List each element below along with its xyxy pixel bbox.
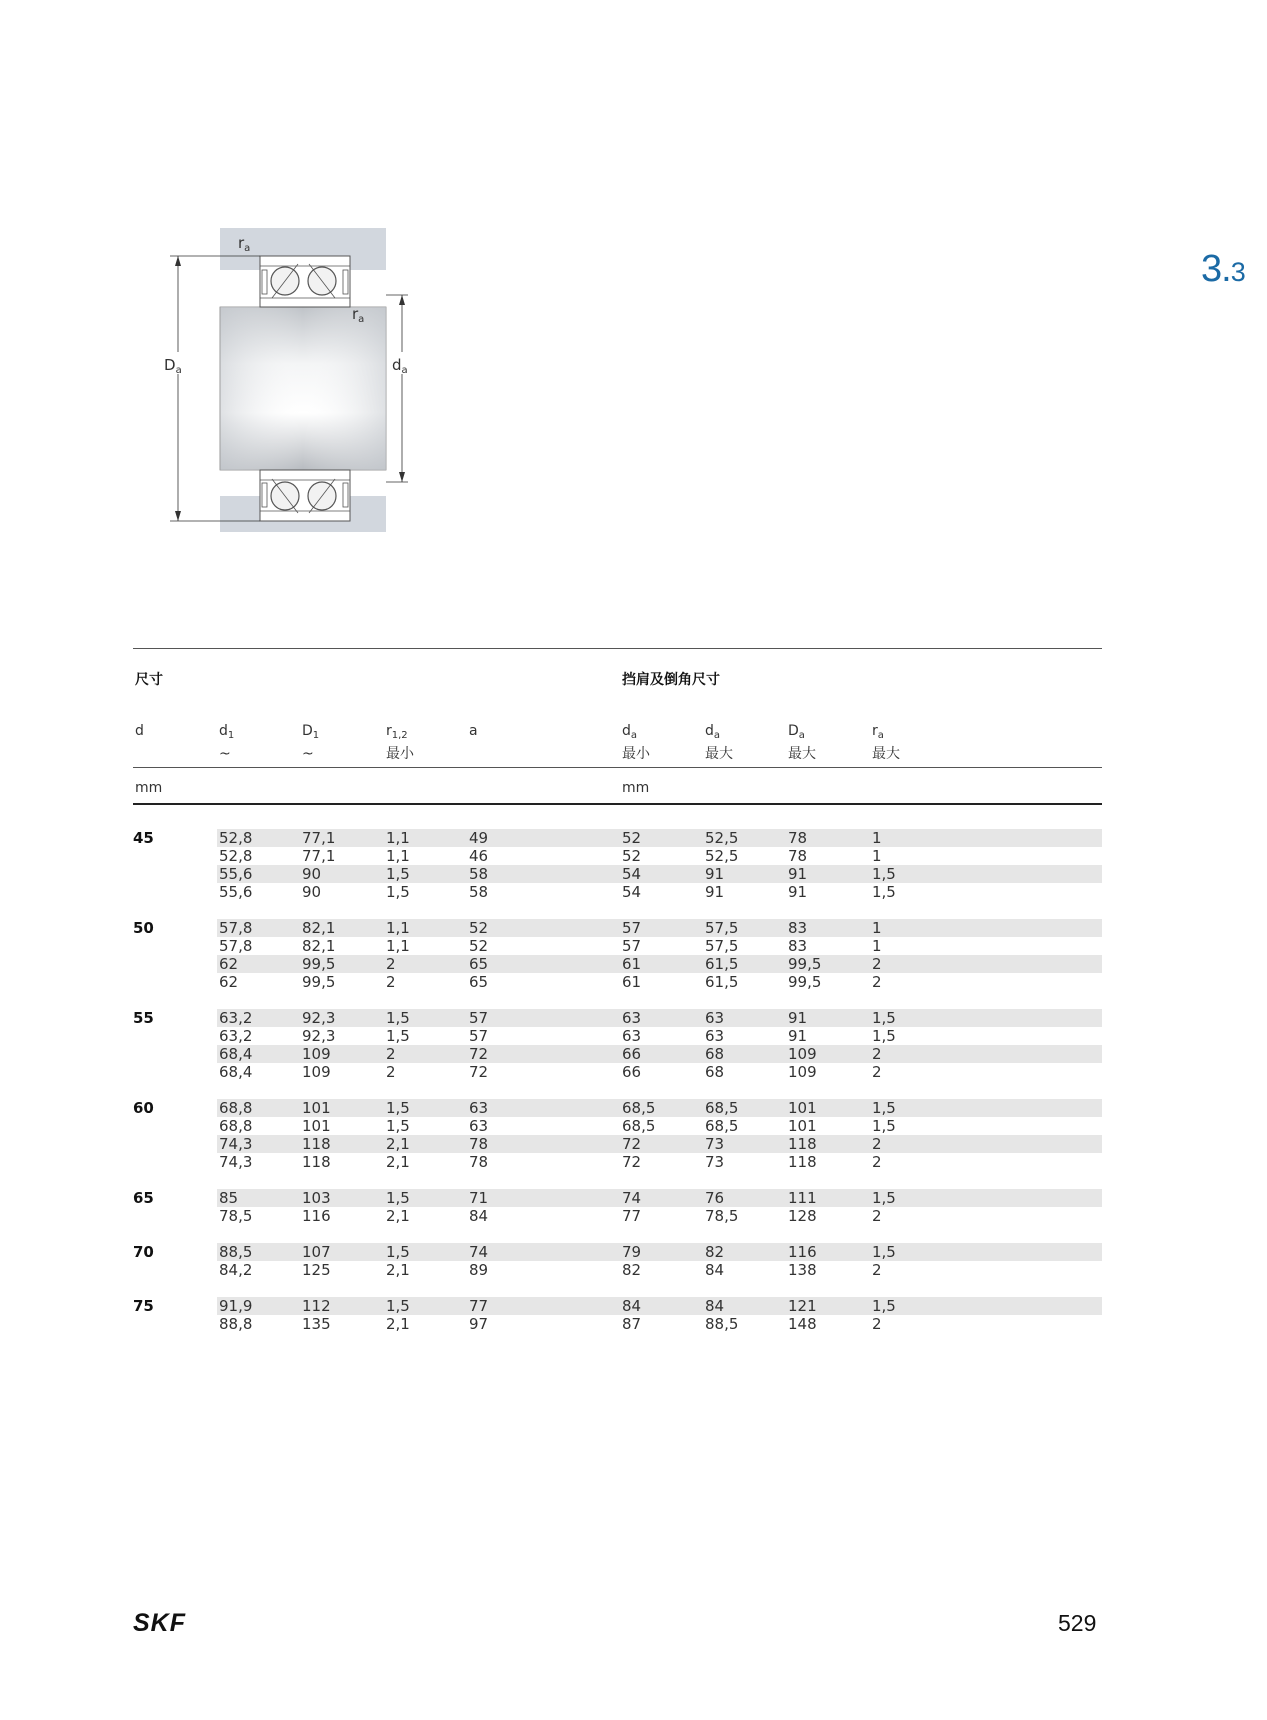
table-cell: 74,3 [219,1153,253,1171]
table-cell: 58 [469,865,489,883]
table-cell: 148 [788,1315,817,1333]
table-cell: 99,5 [788,973,822,991]
table-cell: 2 [872,1207,882,1225]
table-row [217,829,1102,847]
table-cell: 79 [622,1243,642,1261]
table-cell: 90 [302,883,322,901]
table-cell: 91 [705,883,725,901]
table-cell: 1,5 [872,1099,896,1117]
table-cell: 1,5 [872,1189,896,1207]
table-row [217,1117,1102,1135]
table-cell: 118 [788,1135,817,1153]
table-cell: 2 [386,955,396,973]
table-cell: 68,4 [219,1045,253,1063]
table-cell: 84 [622,1297,642,1315]
table-row [217,955,1102,973]
units-rule [133,803,1102,805]
table-cell: 82 [622,1261,642,1279]
table-cell: 57 [622,919,642,937]
table-cell: 61 [622,973,642,991]
table-cell: 1 [872,937,882,955]
table-cell: 77 [622,1207,642,1225]
table-cell: 101 [788,1117,817,1135]
table-cell: 52 [469,919,489,937]
table-cell: 116 [788,1243,817,1261]
table-cell: 52,8 [219,847,253,865]
table-cell: 125 [302,1261,331,1279]
table-cell: 101 [788,1099,817,1117]
table-cell: 1,5 [386,1009,410,1027]
table-cell: 88,5 [219,1243,253,1261]
table-cell: 68,5 [705,1117,739,1135]
table-cell: 1 [872,847,882,865]
table-cell: 57 [469,1027,489,1045]
table-cell: 1,5 [386,883,410,901]
table-cell: 63,2 [219,1009,253,1027]
bore-diameter: 75 [133,1297,154,1315]
table-cell: 101 [302,1117,331,1135]
table-row [217,1027,1102,1045]
table-cell: 91 [788,865,808,883]
column-header: $r_{1,2}$ 最小 [386,723,414,762]
table-cell: 68 [705,1063,725,1081]
table-row [217,1135,1102,1153]
group-header-abutment: 挡肩及倒角尺寸 [622,672,720,688]
table-cell: 83 [788,937,808,955]
table-cell: 52 [469,937,489,955]
column-header: $d_a$ 最大 [705,723,733,762]
table-row [217,937,1102,955]
table-cell: 57 [622,937,642,955]
ra-label-right: $r_a$ [352,305,365,325]
table-cell: 63 [469,1099,489,1117]
table-row [217,1189,1102,1207]
table-cell: 76 [705,1189,725,1207]
table-cell: 52 [622,829,642,847]
table-cell: 128 [788,1207,817,1225]
table-cell: 91 [788,883,808,901]
table-cell: 1,5 [872,1297,896,1315]
table-cell: 2,1 [386,1315,410,1333]
unit-left: mm [135,780,163,796]
table-row [217,1045,1102,1063]
table-cell: 68,5 [622,1117,656,1135]
table-row [217,1243,1102,1261]
table-cell: 118 [788,1153,817,1171]
table-cell: 68,5 [705,1099,739,1117]
table-cell: 88,8 [219,1315,253,1333]
table-cell: 2 [872,1135,882,1153]
bearing-top [260,256,350,307]
table-cell: 2 [872,1063,882,1081]
table-cell: 72 [622,1135,642,1153]
table-cell: 91 [705,865,725,883]
page-number: 529 [1058,1610,1097,1636]
table-cell: 82 [705,1243,725,1261]
table-cell: 1,5 [386,1189,410,1207]
table-cell: 2,1 [386,1261,410,1279]
table-cell: 97 [469,1315,489,1333]
table-row [217,1297,1102,1315]
table-cell: 68,4 [219,1063,253,1081]
bore-diameter: 50 [133,919,154,937]
table-cell: 54 [622,883,642,901]
header-rule [133,767,1102,768]
table-cell: 49 [469,829,489,847]
table-cell: 55,6 [219,883,253,901]
table-cell: 77 [469,1297,489,1315]
table-cell: 1,5 [872,865,896,883]
table-cell: 52,8 [219,829,253,847]
table-cell: 2 [872,973,882,991]
table-cell: 88,5 [705,1315,739,1333]
table-cell: 72 [622,1153,642,1171]
table-cell: 89 [469,1261,489,1279]
table-cell: 91 [788,1009,808,1027]
table-cell: 63 [622,1027,642,1045]
section-number: 3.3 [1201,248,1245,290]
table-cell: 99,5 [302,955,336,973]
table-cell: 1,5 [386,865,410,883]
table-cell: 84 [469,1207,489,1225]
table-row [217,1099,1102,1117]
table-cell: 1,5 [872,883,896,901]
table-cell: 78 [469,1135,489,1153]
table-cell: 74,3 [219,1135,253,1153]
table-cell: 82,1 [302,919,336,937]
table-cell: 1,5 [386,1117,410,1135]
column-header: d [135,723,144,739]
table-cell: 2 [386,1063,396,1081]
table-cell: 2 [872,955,882,973]
table-cell: 78 [788,829,808,847]
table-row [217,1063,1102,1081]
column-header: $D_1$ ~ [302,723,320,762]
table-cell: 92,3 [302,1009,336,1027]
table-cell: 138 [788,1261,817,1279]
table-cell: 1 [872,919,882,937]
table-cell: 1,5 [386,1243,410,1261]
table-cell: 84,2 [219,1261,253,1279]
table-cell: 52,5 [705,829,739,847]
table-cell: 66 [622,1063,642,1081]
table-cell: 73 [705,1135,725,1153]
table-cell: 92,3 [302,1027,336,1045]
table-cell: 57,8 [219,919,253,937]
table-cell: 71 [469,1189,489,1207]
table-row [217,919,1102,937]
table-cell: 77,1 [302,847,336,865]
table-cell: 61 [622,955,642,973]
table-cell: 2,1 [386,1153,410,1171]
table-cell: 135 [302,1315,331,1333]
table-cell: 73 [705,1153,725,1171]
svg-text:SKF: SKF [133,1612,186,1634]
column-header: $d_a$ 最小 [622,723,650,762]
table-cell: 1,5 [872,1243,896,1261]
table-cell: 2 [386,973,396,991]
table-cell: 2,1 [386,1207,410,1225]
table-cell: 107 [302,1243,331,1261]
bore-diameter: 70 [133,1243,154,1261]
table-cell: 65 [469,973,489,991]
table-cell: 55,6 [219,865,253,883]
table-cell: 112 [302,1297,331,1315]
table-cell: 66 [622,1045,642,1063]
table-cell: 99,5 [788,955,822,973]
table-cell: 99,5 [302,973,336,991]
table-cell: 1,1 [386,829,410,847]
table-cell: 111 [788,1189,817,1207]
bearing-mounting-diagram [150,220,450,540]
table-cell: 52 [622,847,642,865]
table-cell: 87 [622,1315,642,1333]
table-cell: 68 [705,1045,725,1063]
table-cell: 1,5 [872,1009,896,1027]
Da-label: $D_a$ [164,356,182,376]
table-cell: 63 [622,1009,642,1027]
table-cell: 57,8 [219,937,253,955]
table-cell: 91 [788,1027,808,1045]
table-cell: 65 [469,955,489,973]
table-cell: 84 [705,1297,725,1315]
table-cell: 1,5 [386,1099,410,1117]
group-header-dimensions: 尺寸 [135,672,163,688]
ra-label-top: $r_a$ [238,234,251,254]
table-row [217,865,1102,883]
bore-diameter: 55 [133,1009,154,1027]
table-cell: 61,5 [705,955,739,973]
table-row [217,1009,1102,1027]
table-cell: 78,5 [705,1207,739,1225]
table-cell: 1,5 [872,1117,896,1135]
table-cell: 2 [872,1153,882,1171]
da-label: $d_a$ [392,356,408,376]
table-cell: 57 [469,1009,489,1027]
table-top-rule [133,648,1102,649]
table-cell: 101 [302,1099,331,1117]
table-cell: 74 [469,1243,489,1261]
column-header: $D_a$ 最大 [788,723,816,762]
table-cell: 2 [386,1045,396,1063]
table-cell: 83 [788,919,808,937]
table-cell: 2,1 [386,1135,410,1153]
table-cell: 2 [872,1045,882,1063]
table-cell: 82,1 [302,937,336,955]
table-cell: 109 [302,1045,331,1063]
table-cell: 91,9 [219,1297,253,1315]
table-cell: 77,1 [302,829,336,847]
table-cell: 1,1 [386,937,410,955]
table-cell: 63 [705,1009,725,1027]
table-cell: 54 [622,865,642,883]
table-cell: 109 [302,1063,331,1081]
table-cell: 1,5 [386,1297,410,1315]
table-cell: 118 [302,1135,331,1153]
table-cell: 72 [469,1045,489,1063]
column-header: $d_1$ ~ [219,723,235,762]
table-cell: 78 [469,1153,489,1171]
table-cell: 68,5 [622,1099,656,1117]
table-row [217,1315,1102,1333]
table-cell: 57,5 [705,937,739,955]
table-cell: 1,5 [386,1027,410,1045]
bore-diameter: 65 [133,1189,154,1207]
bore-diameter: 60 [133,1099,154,1117]
unit-right: mm [622,780,650,796]
table-cell: 68,8 [219,1099,253,1117]
table-cell: 85 [219,1189,239,1207]
table-cell: 121 [788,1297,817,1315]
table-cell: 84 [705,1261,725,1279]
table-row [217,883,1102,901]
table-cell: 68,8 [219,1117,253,1135]
table-cell: 63 [469,1117,489,1135]
table-cell: 116 [302,1207,331,1225]
table-cell: 52,5 [705,847,739,865]
table-cell: 63,2 [219,1027,253,1045]
table-cell: 2 [872,1261,882,1279]
column-header: $r_a$ 最大 [872,723,900,762]
table-cell: 1,5 [872,1027,896,1045]
table-cell: 1,1 [386,847,410,865]
table-cell: 63 [705,1027,725,1045]
table-cell: 74 [622,1189,642,1207]
table-cell: 109 [788,1045,817,1063]
table-cell: 78,5 [219,1207,253,1225]
table-cell: 1 [872,829,882,847]
table-cell: 57,5 [705,919,739,937]
table-cell: 58 [469,883,489,901]
table-cell: 62 [219,955,239,973]
table-cell: 46 [469,847,489,865]
table-cell: 78 [788,847,808,865]
column-header: a [469,723,478,739]
bearing-bottom [260,470,350,521]
skf-logo [133,1612,215,1634]
bore-diameter: 45 [133,829,154,847]
table-cell: 61,5 [705,973,739,991]
table-cell: 72 [469,1063,489,1081]
table-row [217,1207,1102,1225]
table-row [217,1261,1102,1279]
table-cell: 90 [302,865,322,883]
table-row [217,1153,1102,1171]
table-cell: 62 [219,973,239,991]
table-cell: 2 [872,1315,882,1333]
table-cell: 118 [302,1153,331,1171]
table-cell: 103 [302,1189,331,1207]
table-cell: 109 [788,1063,817,1081]
table-row [217,973,1102,991]
table-cell: 1,1 [386,919,410,937]
table-row [217,847,1102,865]
